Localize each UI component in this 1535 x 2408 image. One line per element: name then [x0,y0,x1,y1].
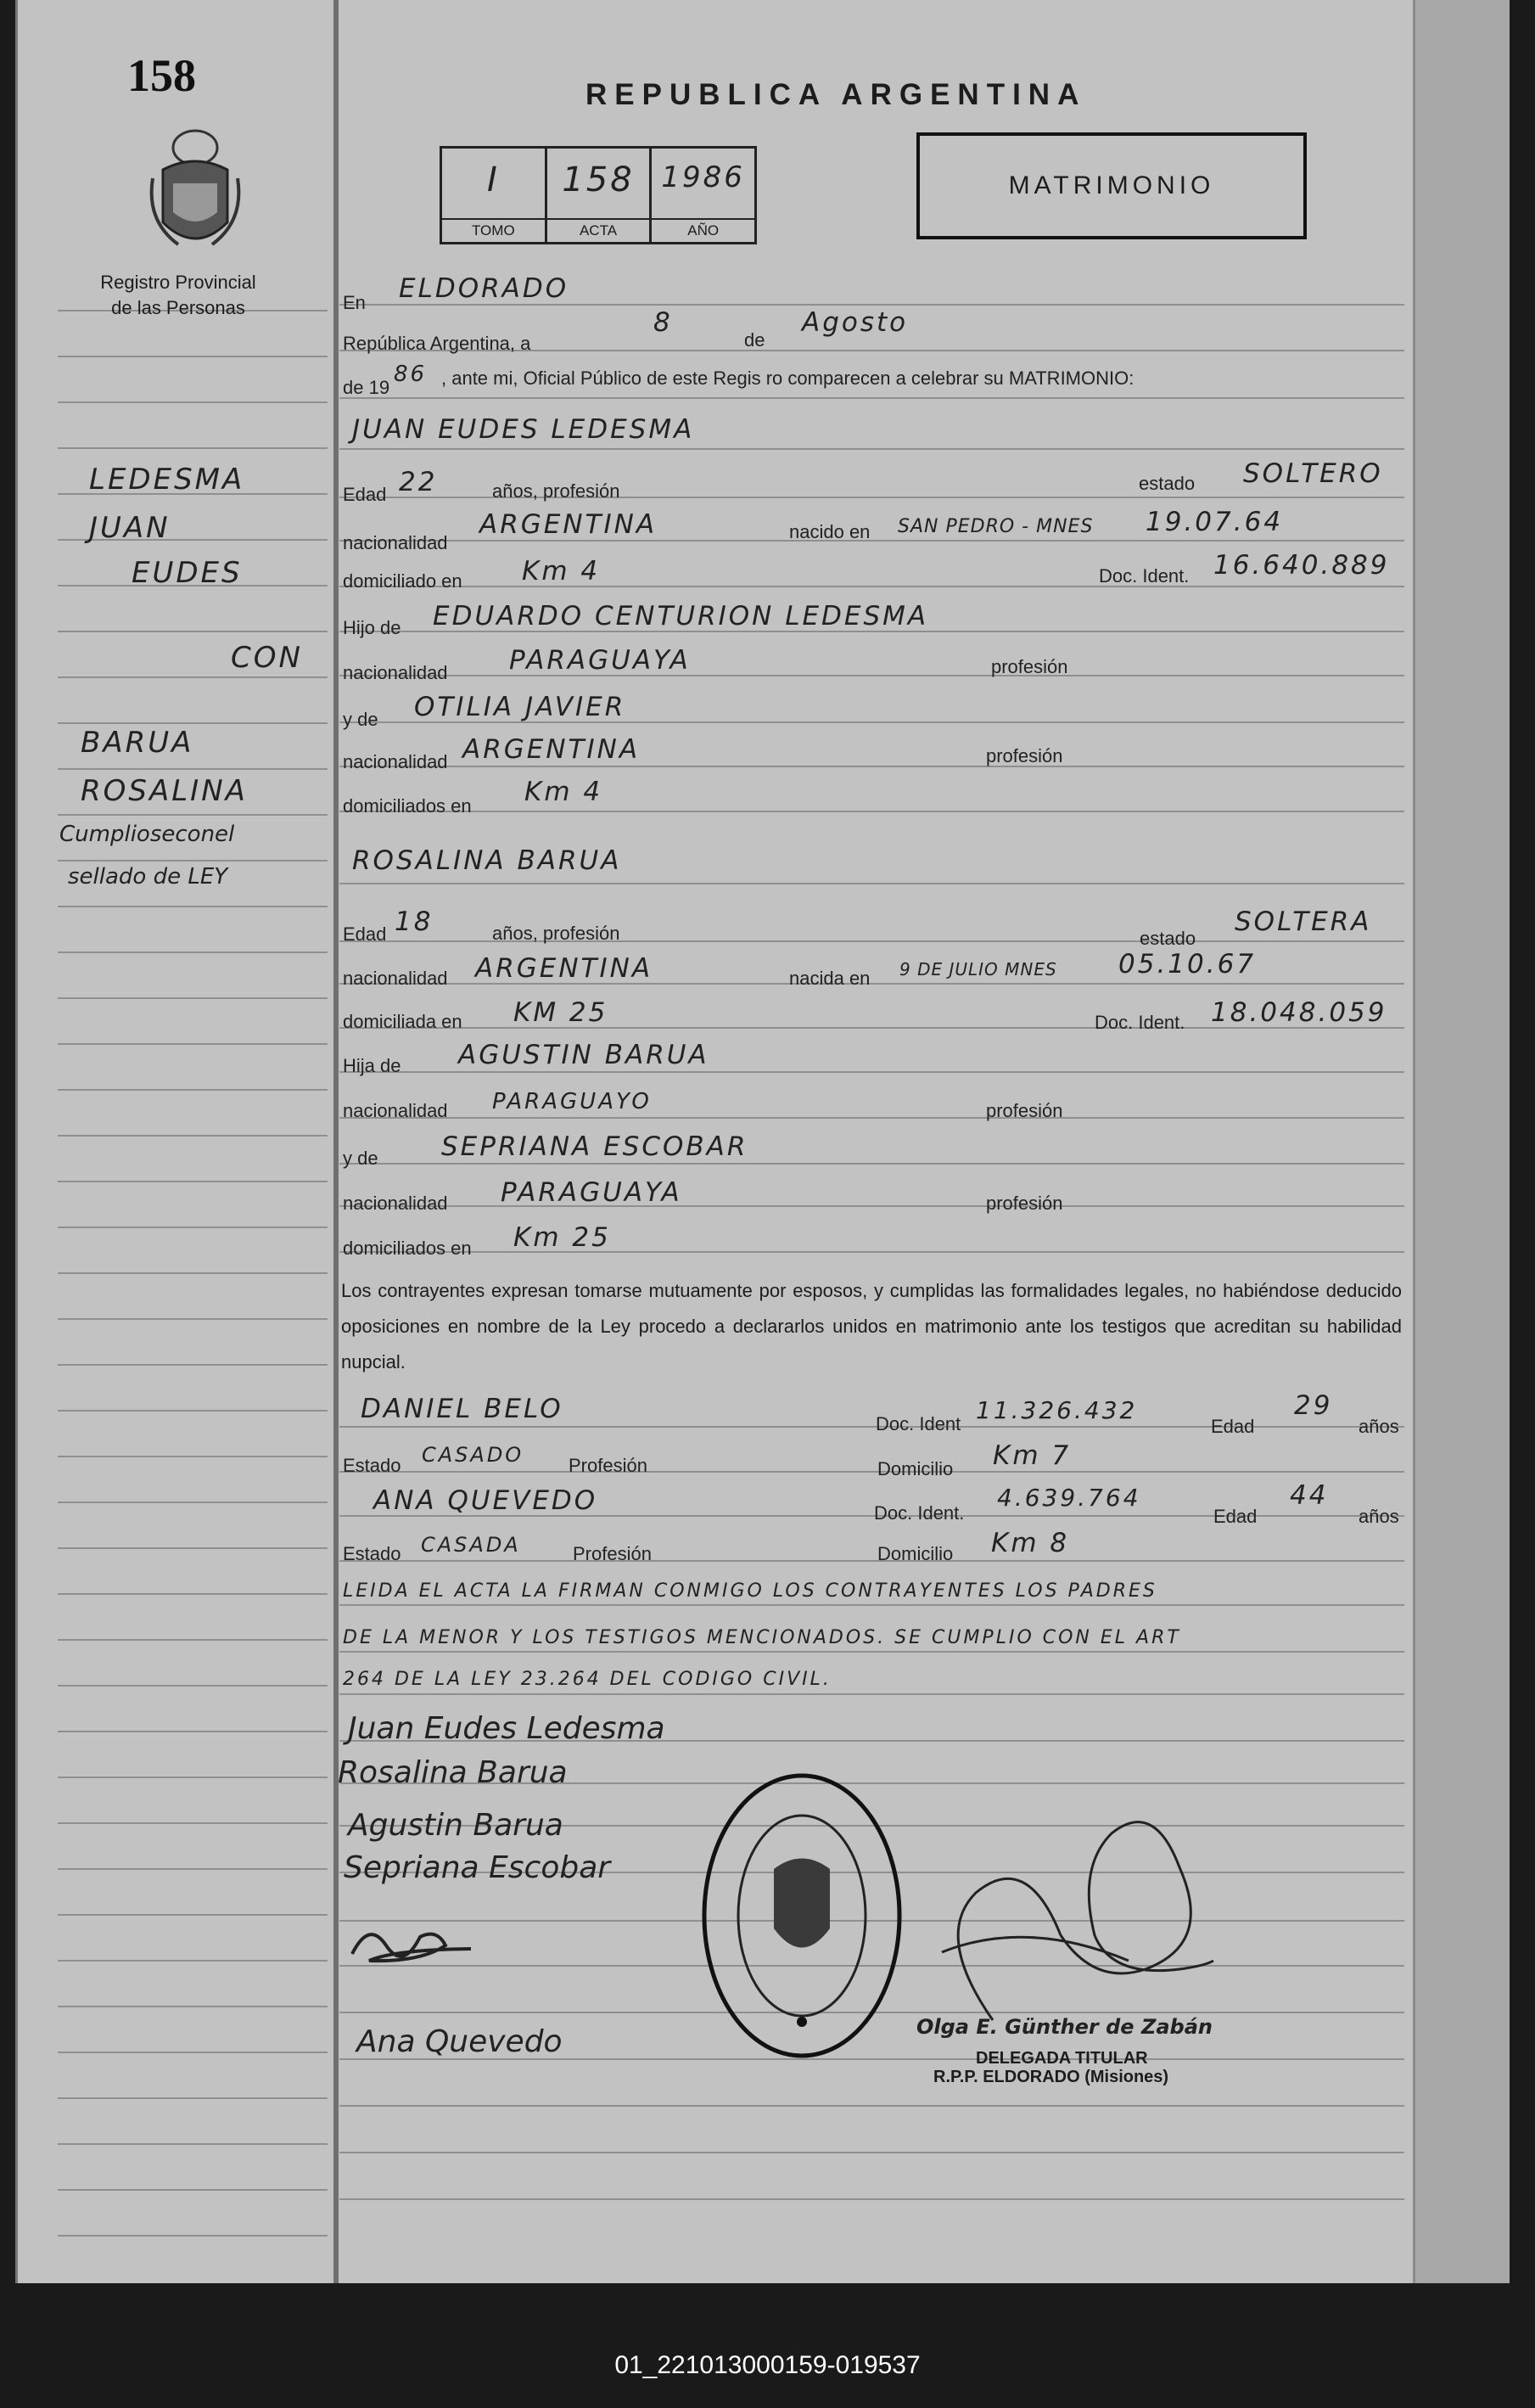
groom-estado: SOLTERO [1243,458,1383,489]
groom-father: EDUARDO CENTURION LEDESMA [433,601,929,631]
bride-parents-domicile: Km 25 [513,1222,611,1253]
bride-name: ROSALINA BARUA [352,845,622,876]
groom-estado-label: estado [1139,473,1196,494]
groom-doc: 16.640.889 [1213,550,1390,581]
acta-cell [547,149,653,242]
book-number: 158 [127,50,196,101]
bride-nacionalidad-label: nacionalidad [343,968,448,989]
bride-mother: SEPRIANA ESCOBAR [441,1131,748,1162]
margin-groom-surname: LEDESMA [89,463,245,497]
margin-rule [58,1731,328,1732]
witness-2-estado: CASADA [421,1533,521,1557]
bride-edad-label: Edad [343,923,387,945]
margin-rule [58,768,328,770]
margin-rule [58,997,328,999]
bride-yde-label: y de [343,1148,378,1169]
margin-rule [58,1318,328,1320]
witness-2-anos: años [1359,1506,1399,1527]
margin-rule [58,1685,328,1687]
form-rule [339,304,1404,306]
form-rule [339,397,1404,399]
witness-2-domicile: Km 8 [991,1528,1070,1558]
closing-line-3: 264 DE LA LEY 23.264 DEL CODIGO CIVIL. [343,1669,832,1690]
groom-mother-profesion-label: profesión [986,745,1063,766]
tomo-value: I [486,160,500,199]
margin-bride-surname: BARUA [81,726,194,760]
groom-name: JUAN EUDES LEDESMA [352,414,695,445]
groom-profesion-label: años, profesión [492,480,620,502]
margin-note-line-2: sellado de LEY [68,864,228,890]
form-rule [339,1071,1404,1073]
margin-rule [58,1410,328,1412]
form-rule [339,675,1404,676]
form-rule [339,811,1404,812]
witness-1-estado: CASADO [422,1443,524,1467]
margin-rule [58,2052,328,2053]
form-rule [339,540,1404,542]
margin-rule [58,814,328,816]
groom-father-profesion-label: profesión [991,656,1068,677]
bride-father-nac-label: nacionalidad [343,1100,448,1121]
bride-mother-nationality: PARAGUAYA [501,1177,682,1208]
margin-rule [58,1089,328,1091]
witness-1-profesion-label: Profesión [569,1455,647,1476]
margin-rule [58,401,328,403]
form-rule [339,2105,1404,2107]
year-prefix: de 19 [343,377,390,398]
form-rule [339,1471,1404,1473]
bride-doc: 18.048.059 [1211,997,1387,1028]
bride-birthdate: 05.10.67 [1118,949,1257,979]
place-value: ELDORADO [399,273,569,304]
image-footer-id: 01_221013000159-019537 [614,2351,921,2379]
margin-rule [58,951,328,953]
bride-father-nationality: PARAGUAYO [492,1089,652,1114]
witness-1-name: DANIEL BELO [361,1394,563,1424]
margin-rule [58,1868,328,1870]
form-rule [339,2198,1404,2200]
witness-2-edad-label: Edad [1213,1506,1258,1527]
bride-father: AGUSTIN BARUA [458,1040,709,1070]
bride-domicile: KM 25 [513,997,608,1028]
de-label: de [744,329,765,351]
witness-1-domicilio-label: Domicilio [877,1458,954,1479]
form-rule [339,586,1404,587]
margin-rule [58,1272,328,1274]
binding-edge [1413,0,1510,2283]
anio-label: AÑO [652,218,754,242]
bride-profesion-label: años, profesión [492,923,620,944]
groom-doc-label: Doc. Ident. [1099,565,1190,587]
en-label: En [343,292,366,313]
groom-yde-label: y de [343,709,378,730]
official-signature-icon [925,1765,1230,2046]
witness-2-age: 44 [1290,1480,1329,1511]
margin-rule [58,1135,328,1137]
bride-father-profesion-label: profesión [986,1100,1063,1121]
signature-bride: Rosalina Barua [338,1755,568,1790]
bride-hija-label: Hija de [343,1055,401,1076]
form-rule [339,1604,1404,1606]
form-rule [339,448,1404,450]
witness-2-name: ANA QUEVEDO [373,1485,598,1516]
margin-rule [58,2189,328,2191]
margin-rule [58,1043,328,1045]
witness-2-profesion-label: Profesión [573,1543,652,1564]
groom-age: 22 [399,467,438,497]
acta-value: 158 [562,160,635,199]
margin-rule [58,631,328,632]
margin-rule [58,447,328,449]
margin-groom-first: JUAN [89,511,171,545]
official-office: R.P.P. ELDORADO (Misiones) [933,2068,1169,2086]
margin-rule [58,1456,328,1457]
margin-rule [58,1226,328,1228]
groom-birthplace: SAN PEDRO - MNES [898,516,1094,537]
margin-rule [58,356,328,357]
bride-mother-nac-label: nacionalidad [343,1193,448,1214]
margin-rule [58,1914,328,1916]
record-kind-box: MATRIMONIO [916,132,1307,239]
signature-groom: Juan Eudes Ledesma [348,1711,665,1746]
groom-domicile: Km 4 [522,556,601,587]
form-rule [339,883,1404,884]
day-value: 8 [653,307,673,338]
margin-connector: CON [231,641,303,675]
groom-mother-nationality: ARGENTINA [462,734,641,765]
form-rule [339,1693,1404,1695]
witness-1-edad-label: Edad [1211,1416,1255,1437]
groom-mother-nac-label: nacionalidad [343,751,448,772]
republica-label: República Argentina, a [343,333,531,354]
column-divider [333,0,339,2283]
month-value: Agosto [802,307,909,338]
bride-doc-label: Doc. Ident. [1095,1012,1185,1033]
groom-mother: OTILIA JAVIER [414,692,626,722]
witness-2-estado-label: Estado [343,1543,401,1564]
witness-1-age: 29 [1294,1390,1333,1421]
margin-rule [58,1593,328,1595]
year-suffix: 86 [394,362,428,387]
margin-bride-first: ROSALINA [81,774,248,808]
form-rule [339,1205,1404,1207]
declaration-paragraph: Los contrayentes expresan tomarse mutuamente por esposos, y cumplidas las formalidades legales, no habiéndose deducido oposiciones en nombre de la Ley procedo a declararlos unidos en matrimonio ante los testigos que acreditan su habilidad nupcial. [341,1280,1402,1372]
margin-note-line-1: Cumplioseconel [59,822,235,847]
witness-2-domicilio-label: Domicilio [877,1543,954,1564]
document-title: REPUBLICA ARGENTINA [585,78,1087,111]
margin-groom-middle: EUDES [132,556,243,590]
bride-nationality: ARGENTINA [475,953,653,984]
margin-rule [58,1364,328,1366]
margin-rule [58,906,328,907]
bride-parents-dom-label: domiciliados en [343,1238,472,1259]
bride-domiciliada-label: domiciliada en [343,1011,462,1032]
form-rule [339,766,1404,767]
tomo-cell [442,149,547,242]
form-rule [339,1651,1404,1653]
bride-estado-label: estado [1140,928,1196,949]
form-rule [339,1117,1404,1119]
groom-birthdate: 19.07.64 [1146,507,1284,537]
official-round-seal-icon [697,1767,906,2064]
witness-2-doc-label: Doc. Ident. [874,1502,965,1524]
groom-father-nac-label: nacionalidad [343,662,448,683]
margin-rule [58,2235,328,2237]
provincial-seal-icon [144,127,246,255]
groom-nacido-label: nacido en [789,521,871,542]
registry-line-2: de las Personas [111,297,245,318]
groom-nacionalidad-label: nacionalidad [343,532,448,553]
groom-hijo-label: Hijo de [343,617,401,638]
bride-mother-profesion-label: profesión [986,1193,1063,1214]
witness-1-estado-label: Estado [343,1455,401,1476]
bride-birthplace: 9 DE JULIO MNES [899,959,1057,979]
form-rule [339,1163,1404,1165]
margin-rule [58,1501,328,1503]
witness-2-doc: 4.639.764 [997,1484,1141,1512]
anio-cell [652,149,754,242]
official-name: Olga E. Günther de Zabán [916,2015,1213,2039]
groom-father-nationality: PARAGUAYA [509,645,691,676]
groom-nationality: ARGENTINA [479,509,658,540]
acta-label: ACTA [547,218,650,242]
margin-rule [58,2143,328,2145]
official-role: DELEGADA TITULAR [976,2049,1148,2068]
witness-1-domicile: Km 7 [993,1440,1072,1471]
bride-nacida-label: nacida en [789,968,871,989]
margin-rule [58,1777,328,1778]
signature-witness-1-icon [344,1911,479,1971]
form-rule [339,2152,1404,2153]
groom-domiciliado-label: domiciliado en [343,570,462,592]
groom-edad-label: Edad [343,484,387,505]
tomo-label: TOMO [442,218,545,242]
bride-age: 18 [395,907,434,937]
witness-1-doc-label: Doc. Ident [876,1413,961,1434]
margin-rule [58,2097,328,2099]
margin-rule [58,2006,328,2007]
margin-rule [58,1547,328,1549]
signature-bride-mother: Sepriana Escobar [344,1850,611,1885]
margin-rule [58,722,328,724]
signature-bride-father: Agustin Barua [348,1808,563,1843]
closing-line-1: LEIDA EL ACTA LA FIRMAN CONMIGO LOS CONTRAYENTES LOS PADRES [343,1580,1157,1602]
margin-rule [58,1822,328,1824]
bride-estado: SOLTERA [1235,907,1372,937]
margin-rule [58,860,328,862]
witness-1-doc: 11.326.432 [976,1396,1138,1424]
registry-label [51,270,305,321]
intro-statement: , ante mi, Oficial Público de este Regis ro comparecen a celebrar su MATRIMONIO: [441,368,1134,389]
registry-line-1: Registro Provincial [100,272,256,293]
groom-parents-domicile: Km 4 [524,777,603,807]
witness-1-anos: años [1359,1416,1399,1437]
margin-rule [58,1960,328,1962]
signature-witness-2: Ana Quevedo [356,2024,563,2059]
form-rule [339,1560,1404,1562]
closing-line-2: DE LA MENOR Y LOS TESTIGOS MENCIONADOS. SE CUMPLIO CON EL ART [343,1627,1181,1648]
groom-parents-dom-label: domiciliados en [343,795,472,817]
margin-rule [58,1639,328,1641]
margin-rule [58,676,328,678]
anio-value: 1986 [661,160,745,194]
form-rule [339,1251,1404,1253]
acta-reference-box [440,146,757,244]
margin-rule [58,1181,328,1182]
